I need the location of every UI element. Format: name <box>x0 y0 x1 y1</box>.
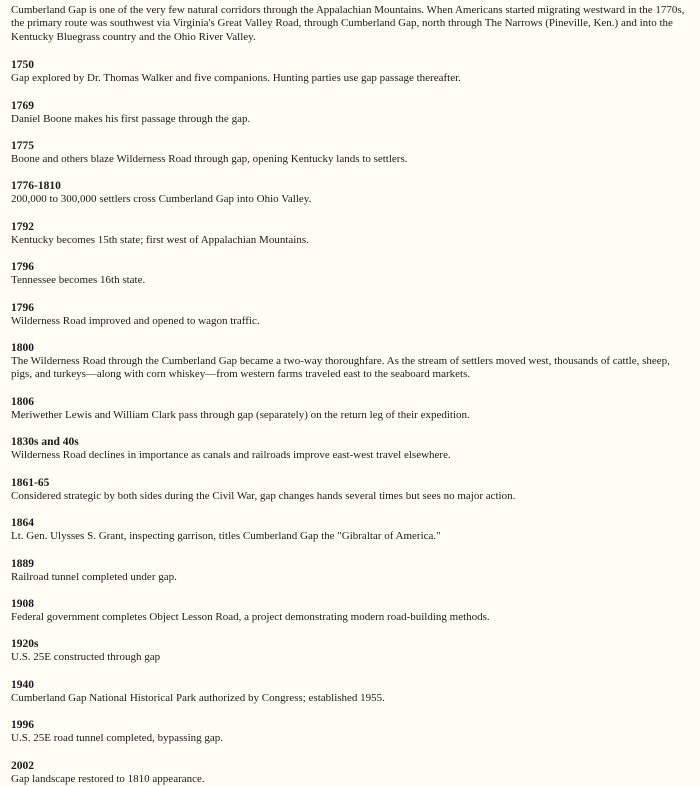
timeline-year: 1996 <box>11 719 34 732</box>
timeline-year: 1830s and 40s <box>11 436 79 449</box>
timeline-year: 1776-1810 <box>11 180 61 193</box>
timeline-description: Considered strategic by both sides during the Civil War, gap changes hands several times but sees no major action. <box>11 489 516 502</box>
timeline-year: 1800 <box>11 342 34 355</box>
intro-paragraph: Cumberland Gap is one of the very few natural corridors through the Appalachian Mountains. When Americans started migrating westward in the 1770s, the primary route was southwest via Virginia's Great Valley Road, through Cumberland Gap, north through The Narrows (Pineville, Ken.) and into the Kentucky Bluegrass country and the Ohio River Valley. <box>11 4 685 43</box>
timeline-description: Cumberland Gap National Historical Park authorized by Congress; established 1955. <box>11 691 385 704</box>
timeline-description: 200,000 to 300,000 settlers cross Cumberland Gap into Ohio Valley. <box>11 193 312 206</box>
timeline-entry <box>11 100 692 126</box>
timeline-entry <box>11 598 692 624</box>
timeline-entry <box>11 477 692 503</box>
timeline-year: 1864 <box>11 517 34 530</box>
timeline-entry <box>11 261 692 287</box>
timeline-entry <box>11 59 692 85</box>
timeline-description: Gap landscape restored to 1810 appearance. <box>11 772 205 785</box>
timeline-entry <box>11 517 692 543</box>
timeline-year: 1796 <box>11 301 34 314</box>
timeline-year: 1908 <box>11 597 34 610</box>
timeline-entry <box>11 719 692 745</box>
timeline-year: 1775 <box>11 140 34 153</box>
timeline-entry <box>11 558 692 584</box>
timeline-year: 1806 <box>11 395 34 408</box>
timeline-description: U.S. 25E road tunnel completed, bypassing gap. <box>11 732 224 745</box>
timeline-year: 2002 <box>11 759 34 772</box>
timeline-year: 1792 <box>11 220 34 233</box>
timeline-description: Kentucky becomes 15th state; first west of Appalachian Mountains. <box>11 233 309 246</box>
timeline-description: Wilderness Road improved and opened to wagon traffic. <box>11 314 260 327</box>
timeline-entry <box>11 140 692 166</box>
timeline-description: Daniel Boone makes his first passage through the gap. <box>11 112 251 125</box>
timeline-description: Federal government completes Object Lesson Road, a project demonstrating modern road-building methods. <box>11 610 490 623</box>
timeline-year: 1750 <box>11 59 34 72</box>
timeline-year: 1889 <box>11 557 34 570</box>
timeline-entry <box>11 436 692 462</box>
timeline-entry <box>11 342 692 382</box>
timeline-entry <box>11 679 692 705</box>
timeline-list <box>11 59 692 786</box>
timeline-year: 1796 <box>11 261 34 274</box>
timeline-description: U.S. 25E constructed through gap <box>11 651 161 664</box>
timeline-entry <box>11 302 692 328</box>
timeline-year: 1920s <box>11 638 39 651</box>
timeline-entry <box>11 396 692 422</box>
timeline-description: Wilderness Road declines in importance as canals and railroads improve east-west travel elsewhere. <box>11 449 451 462</box>
timeline-entry <box>11 180 692 206</box>
timeline-description: Meriwether Lewis and William Clark pass through gap (separately) on the return leg of their expedition. <box>11 408 470 421</box>
timeline-year: 1940 <box>11 678 34 691</box>
timeline-description: Tennessee becomes 16th state. <box>11 274 146 287</box>
timeline-entry <box>11 760 692 786</box>
timeline-description: Gap explored by Dr. Thomas Walker and five companions. Hunting parties use gap passage thereafter. <box>11 72 461 85</box>
timeline-entry <box>11 221 692 247</box>
timeline-entry <box>11 638 692 664</box>
timeline-year: 1769 <box>11 99 34 112</box>
timeline-description: Boone and others blaze Wilderness Road through gap, opening Kentucky lands to settlers. <box>11 153 408 166</box>
timeline-year: 1861-65 <box>11 476 50 489</box>
timeline-description: Lt. Gen. Ulysses S. Grant, inspecting garrison, titles Cumberland Gap the "Gibraltar of America." <box>11 530 441 543</box>
timeline-description: Railroad tunnel completed under gap. <box>11 570 177 583</box>
timeline-description: The Wilderness Road through the Cumberland Gap became a two-way thoroughfare. As the stream of settlers moved west, thousands of cattle, sheep, pigs, and turkeys—along with corn whiskey—from western farms traveled east to the seaboard markets. <box>11 355 670 381</box>
